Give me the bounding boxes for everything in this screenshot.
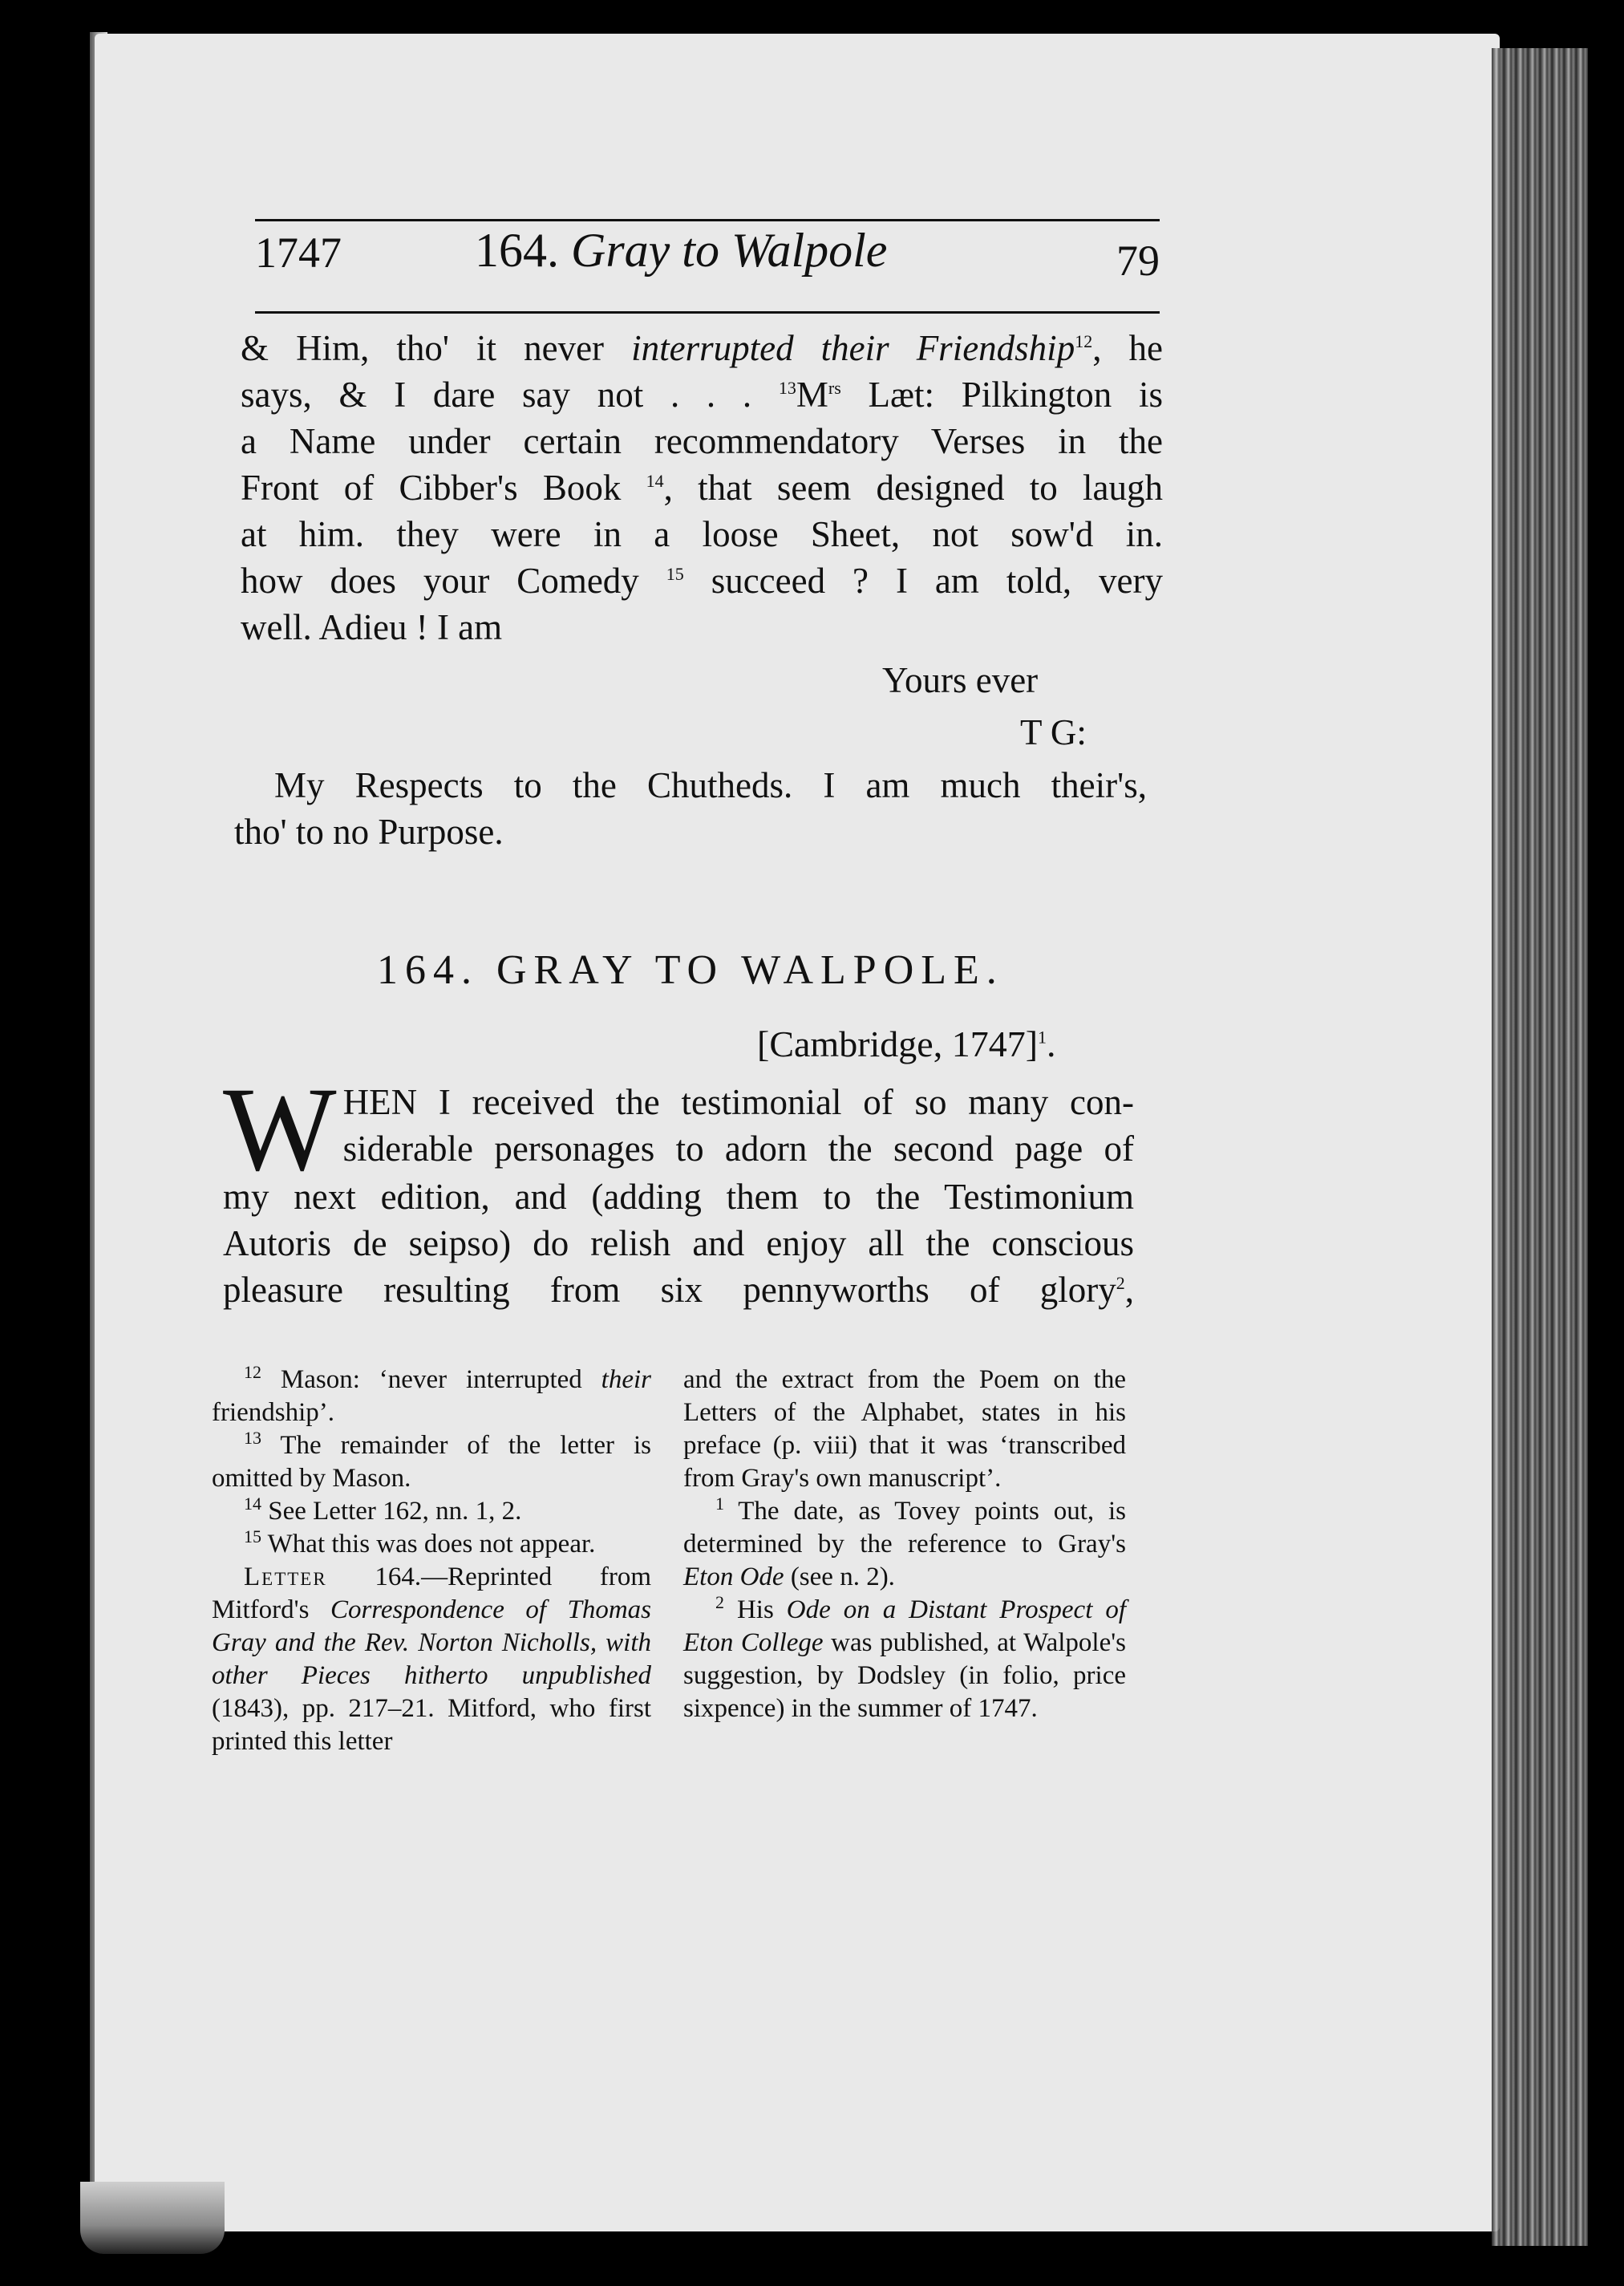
footnote-ref: 2	[715, 1592, 724, 1612]
letter-line	[241, 371, 1163, 418]
text-run: Front of Cibber's Book	[241, 468, 646, 508]
footnote	[683, 1594, 1126, 1725]
footnote-ref: 15	[244, 1526, 261, 1546]
footnote-ref: 13	[778, 378, 796, 398]
footnote	[683, 1364, 1126, 1495]
text-run: says, & I dare say not . . .	[241, 375, 779, 415]
drop-cap: W	[223, 1063, 337, 1196]
italic-text: interrupted their Friendship	[631, 328, 1075, 368]
footnote-ref: 15	[666, 564, 684, 584]
text-run: well. Adieu ! I am	[241, 607, 503, 647]
running-head	[255, 223, 1160, 287]
text-run: a Name under certain recommendatory Verses in the	[241, 421, 1163, 461]
header-rule-bottom	[255, 311, 1160, 314]
postscript-line: tho' to no Purpose.	[234, 812, 504, 852]
letter-line: siderable personages to adorn the second page of	[342, 1129, 1134, 1169]
book-fore-edge	[1492, 48, 1588, 2246]
running-head-year: 1747	[255, 229, 342, 277]
dateline: [Cambridge, 1747]$^1$.	[757, 1023, 1056, 1064]
running-head-title	[475, 223, 887, 278]
text-run: , he	[1092, 328, 1163, 368]
signature: T G:	[1020, 712, 1087, 752]
letter-line	[241, 464, 1163, 511]
footnote	[212, 1364, 651, 1429]
text-run: Læt: Pilkington is	[840, 375, 1163, 415]
text-run: (1843), pp. 217–21. Mitford, who first printed this letter	[212, 1694, 651, 1756]
text-run: See Letter 162, nn. 1, 2.	[261, 1497, 522, 1526]
letter-line: HEN I received the testimonial of so many con-	[342, 1082, 1134, 1122]
footnote-ref: 13	[244, 1428, 261, 1448]
letter-line-last-text: pleasure resulting from six pennyworths of glory	[223, 1270, 1116, 1310]
footnote	[683, 1495, 1126, 1594]
postscript	[234, 762, 1147, 855]
text-run: & Him, tho' it never	[241, 328, 632, 368]
footnote-ref: 12	[1075, 331, 1093, 351]
italic-text: their	[601, 1365, 651, 1394]
text-run: The date, as Tovey points out, is determined by the reference to Gray's	[683, 1497, 1126, 1558]
footnote-ref: rs	[828, 378, 841, 398]
letter-line	[241, 418, 1163, 464]
text-run: at him. they were in a loose Sheet, not sow'd in.	[241, 514, 1163, 554]
text-run: The remainder of the letter is omitted by Mason.	[212, 1431, 651, 1493]
header-rule-top	[255, 219, 1160, 221]
letter-line: Autoris de seipso) do relish and enjoy all the conscious	[223, 1223, 1134, 1263]
text-run: how does your Comedy	[241, 561, 666, 601]
letter-line-last	[223, 1267, 1134, 1313]
text-run: M	[796, 375, 828, 415]
footnotes-left-column	[212, 1364, 651, 1758]
letter-line	[241, 557, 1163, 604]
italic-text: Correspondence of Thomas Gray and the Rev. Norton Nicholls, with other Pieces hitherto unpublished	[212, 1595, 651, 1690]
running-head-letter-title: Gray to Walpole	[571, 224, 888, 277]
text-run: His	[724, 1595, 787, 1624]
text-run: friendship’.	[212, 1398, 335, 1427]
text-run: , that seem designed to laugh	[663, 468, 1163, 508]
text-run: Mason: ‘never interrupted	[261, 1365, 601, 1394]
italic-text: Ode on a Distant Prospect of Eton College	[683, 1595, 1127, 1657]
italic-text: Eton Ode	[683, 1563, 784, 1591]
dateline-note-ref: 1	[1038, 1027, 1047, 1048]
letter-line	[241, 604, 1163, 651]
footnote-ref: 14	[646, 471, 664, 491]
footnotes-right-column	[683, 1364, 1126, 1725]
page-number: 79	[1116, 237, 1160, 285]
footnote-ref: 12	[244, 1362, 261, 1382]
text-run: was published, at Walpole's suggestion, by Dodsley (in folio, price sixpence) in the summer of 1747.	[683, 1628, 1127, 1723]
text-run: 164.—Reprinted from Mitford's	[212, 1563, 651, 1624]
letter-heading: 164. GRAY TO WALPOLE.	[377, 947, 1004, 993]
dateline-text: [Cambridge, 1747]	[757, 1023, 1039, 1064]
text-run: succeed ? I am told, very	[683, 561, 1163, 601]
postscript-line: My Respects to the Chutheds. I am much their's,	[274, 765, 1147, 805]
letter-line	[241, 325, 1163, 371]
text-run: and the extract from the Poem on the Letters of the Alphabet, states in his preface (p. viii) that it was ‘transcribed from Gray's own manuscript’.	[683, 1365, 1126, 1493]
footnote	[212, 1528, 651, 1561]
text-run: What this was does not appear.	[261, 1530, 596, 1558]
closing: Yours ever	[882, 660, 1039, 700]
footnote	[212, 1495, 651, 1528]
page-corner-curl	[80, 2182, 225, 2254]
footnote-ref: 1	[715, 1494, 724, 1514]
letter-line	[241, 511, 1163, 557]
footnote-ref: 2	[1116, 1273, 1125, 1293]
footnote-ref: 14	[244, 1494, 261, 1514]
letter-line: my next edition, and (adding them to the Testimonium	[223, 1177, 1134, 1217]
continued-letter-text	[241, 325, 1163, 651]
footnote	[212, 1561, 651, 1758]
small-caps-text: Letter	[244, 1563, 327, 1591]
letter-body	[223, 1063, 1134, 1313]
text-run: (see n. 2).	[784, 1563, 895, 1591]
letter-line-last-end: ,	[1124, 1270, 1134, 1310]
running-head-letter-number: 164.	[475, 224, 559, 277]
footnote	[212, 1429, 651, 1495]
